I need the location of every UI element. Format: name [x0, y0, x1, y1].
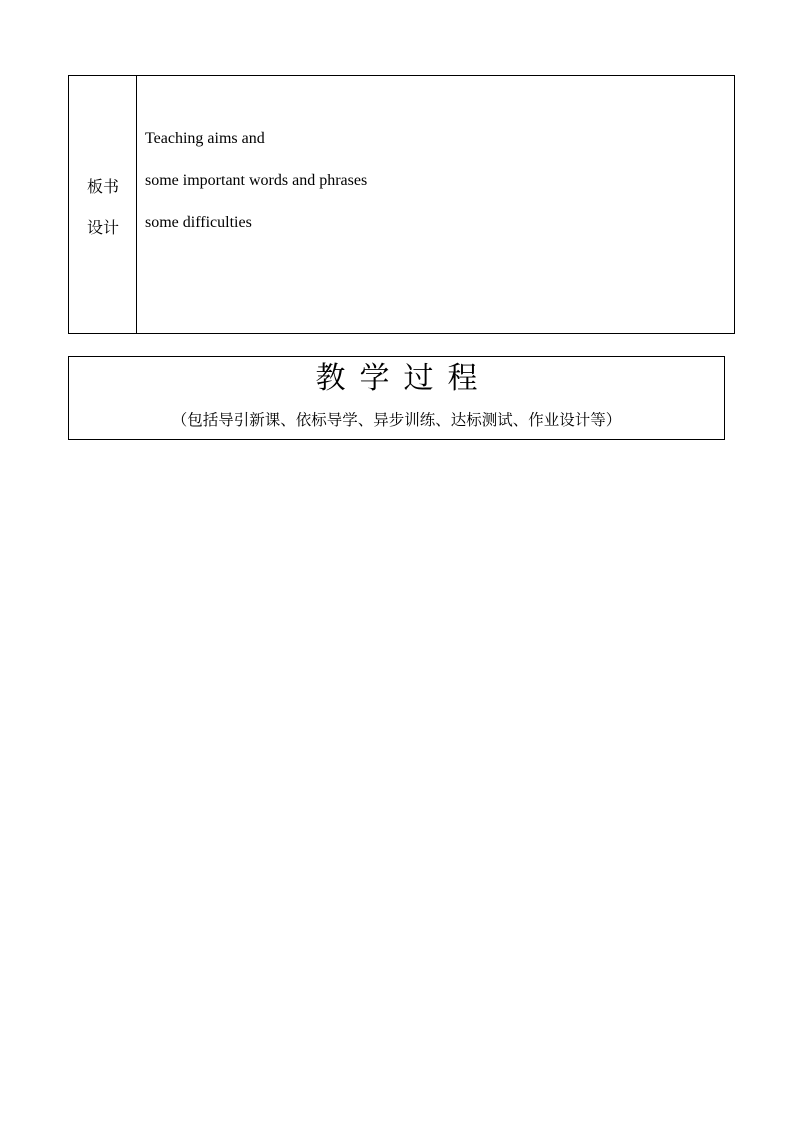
- board-design-label-cell: [69, 76, 137, 333]
- board-design-table: [68, 75, 735, 334]
- teaching-process-title: 教学过程: [315, 361, 492, 396]
- board-design-label-line1: 板书: [86, 177, 119, 196]
- board-line-words-phrases: some important words and phrases: [145, 172, 368, 189]
- board-line-teaching-aims: Teaching aims and: [145, 130, 265, 147]
- board-design-label-line2: 设计: [86, 218, 119, 237]
- teaching-process-box: [68, 356, 725, 440]
- board-design-content-cell: [137, 76, 734, 333]
- board-line-difficulties: some difficulties: [145, 214, 252, 231]
- teaching-process-subtitle: （包括导引新课、依标导学、异步训练、达标测试、作业设计等）: [171, 411, 622, 429]
